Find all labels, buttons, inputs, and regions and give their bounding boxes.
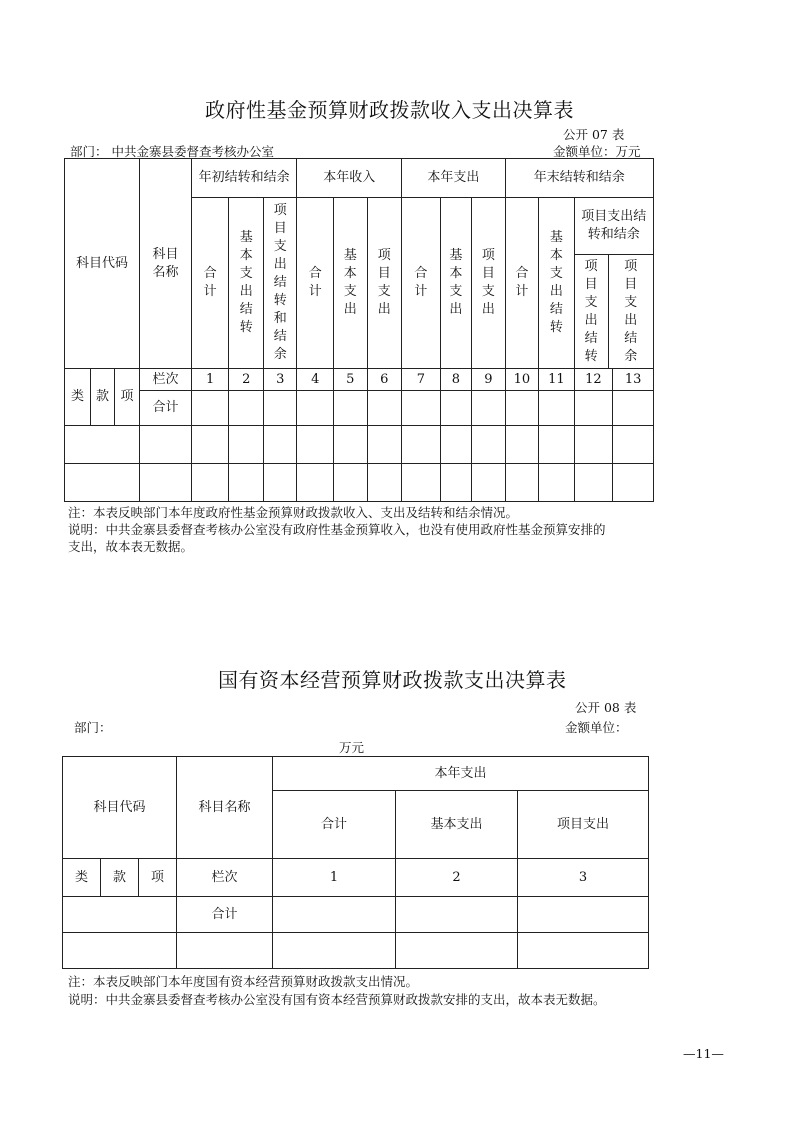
col-num-6: 6	[367, 369, 402, 391]
table08-unit-value: 万元	[339, 740, 365, 755]
table07-explain-line2: 支出，故本表无数据。	[68, 539, 194, 554]
table-row	[65, 464, 654, 502]
row-lei: 类	[65, 369, 91, 425]
table07-note: 注：本表反映部门本年度政府性基金预算财政拨款收入、支出及结转和结余情况。	[68, 505, 519, 520]
t8-row-lei: 类	[63, 859, 101, 897]
table07-department: 部门： 中共金寨县委督查考核办公室	[70, 144, 274, 159]
name-header: 科目名称	[140, 159, 192, 369]
table08-title: 国有资本经营预算财政拨款支出决算表	[218, 668, 567, 692]
t8-col-num-3: 3	[518, 859, 649, 897]
col-num-4: 4	[297, 369, 334, 391]
t8-col-num-2: 2	[396, 859, 518, 897]
lei-kuan-xiang-cell	[65, 369, 140, 426]
col-num-13: 13	[613, 369, 654, 391]
closing-balance-header: 年末结转和结余	[505, 159, 653, 198]
table08-explain: 说明：中共金寨县委督查考核办公室没有国有资本经营预算财政拨款安排的支出，故本表无数据。	[68, 992, 606, 1007]
t8-code-header: 科目代码	[63, 757, 177, 859]
table07-title: 政府性基金预算财政拨款收入支出决算表	[205, 98, 574, 122]
t8-row-xiang: 项	[139, 859, 177, 897]
table08-note: 注：本表反映部门本年度国有资本经营预算财政拨款支出情况。	[68, 974, 419, 989]
t8-col-num-1: 1	[273, 859, 396, 897]
table08	[62, 756, 649, 969]
table08-department: 部门：	[74, 720, 112, 735]
lanci-cell: 栏次	[140, 369, 192, 391]
col-proj-exp-3: 项目支出	[472, 198, 506, 369]
col-num-7: 7	[402, 369, 441, 391]
col-proj-carry-4: 项目支出结转	[575, 255, 609, 368]
t8-name-header: 科目名称	[177, 757, 273, 859]
col-num-8: 8	[440, 369, 471, 391]
table07-explain-line1: 说明：中共金寨县委督查考核办公室没有政府性基金预算收入，也没有使用政府性基金预算安排的	[68, 522, 606, 537]
col-num-9: 9	[472, 369, 506, 391]
col-proj-carry-bal-1: 项目支出结转和结余	[263, 198, 297, 369]
col-total-3: 合计	[402, 198, 441, 369]
heji-cell: 合计	[140, 391, 192, 426]
page-number: —11—	[683, 1046, 724, 1061]
code-header: 科目代码	[65, 159, 140, 369]
col-num-11: 11	[539, 369, 575, 391]
t8-col-total: 合计	[273, 791, 396, 859]
col-basic-exp-2: 基本支出	[334, 198, 368, 369]
col-proj-bal-4: 项目支出结余	[624, 258, 638, 364]
row-xiang: 项	[120, 389, 134, 404]
t8-row-kuan: 款	[101, 859, 139, 897]
col-basic-carry-4: 基本支出结转	[539, 198, 575, 369]
col-num-1: 1	[191, 369, 229, 391]
table07-code: 公开 07 表	[563, 127, 625, 142]
t8-col-project: 项目支出	[518, 791, 649, 859]
t8-expenditure-header: 本年支出	[273, 757, 649, 791]
col-basic-carry-1: 基本支出结转	[229, 198, 264, 369]
table08-unit-label: 金额单位：	[565, 720, 628, 735]
col-num-12: 12	[574, 369, 613, 391]
table-row	[63, 933, 649, 969]
t8-col-basic: 基本支出	[396, 791, 518, 859]
opening-balance-header: 年初结转和结余	[191, 159, 297, 198]
col-num-2: 2	[229, 369, 264, 391]
col-num-5: 5	[334, 369, 368, 391]
table07-unit: 金额单位：万元	[553, 144, 641, 159]
col-total-4: 合计	[505, 198, 539, 369]
col-proj-exp-2: 项目支出	[367, 198, 402, 369]
col-num-3: 3	[263, 369, 297, 391]
col-total-1: 合计	[191, 198, 229, 369]
table08-code: 公开 08 表	[575, 700, 637, 715]
income-header: 本年收入	[297, 159, 402, 198]
col-total-2: 合计	[297, 198, 334, 369]
table07	[64, 158, 654, 502]
table-row	[65, 426, 654, 464]
expenditure-header: 本年支出	[402, 159, 506, 198]
t8-heji-cell: 合计	[177, 897, 273, 933]
col-proj-group-4: 项目支出结转和结余 项目支出结转 项目支出结余	[574, 198, 653, 369]
col-basic-exp-3: 基本支出	[440, 198, 471, 369]
t8-lanci-cell: 栏次	[177, 859, 273, 897]
col-num-10: 10	[505, 369, 539, 391]
row-kuan: 款	[91, 369, 115, 425]
